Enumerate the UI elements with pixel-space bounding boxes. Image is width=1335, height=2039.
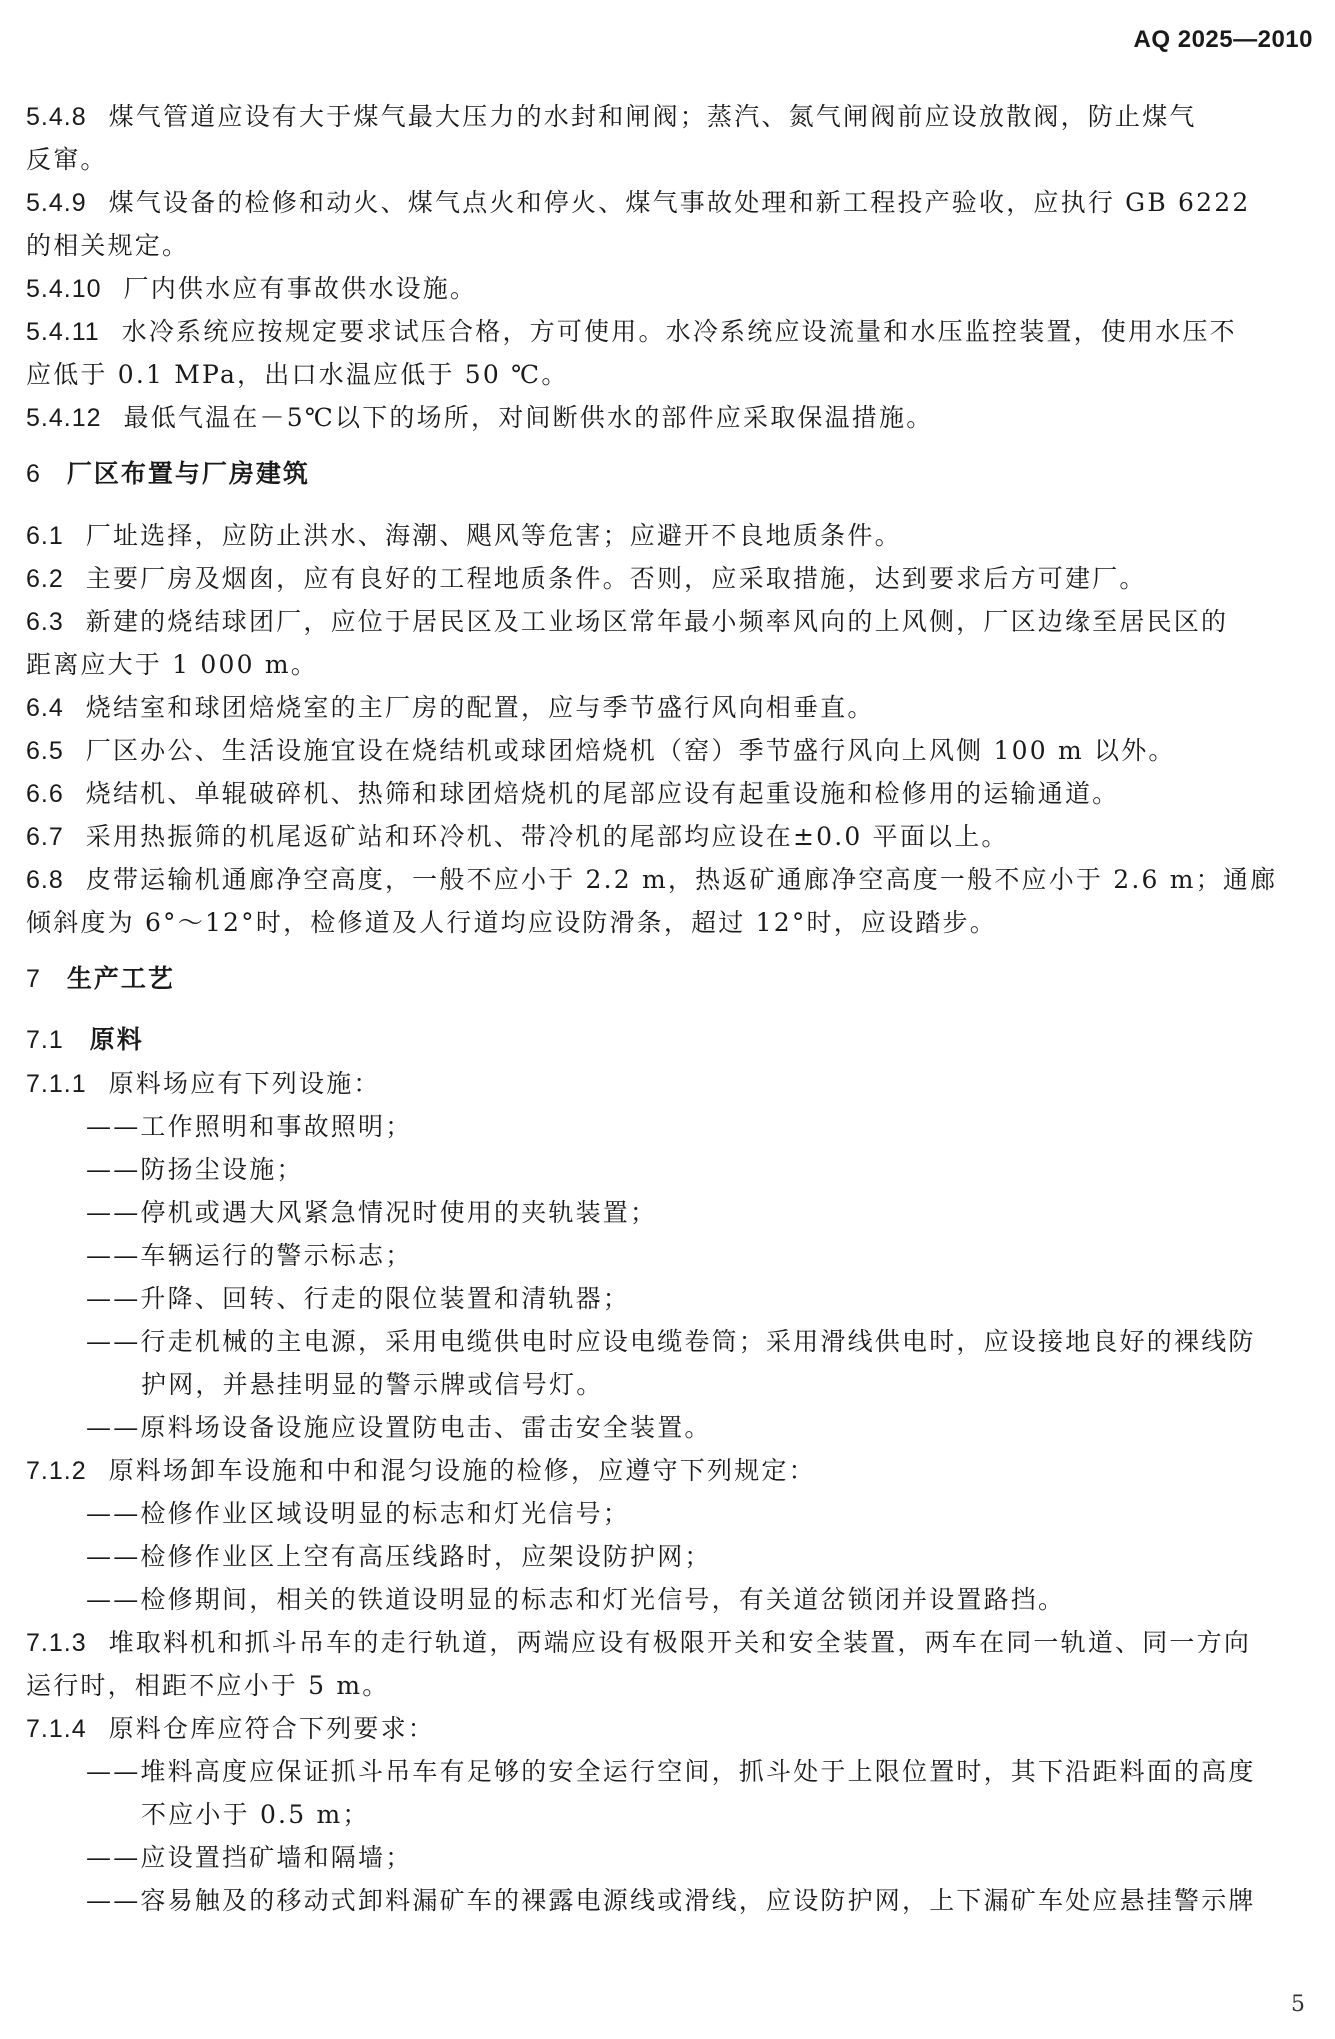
clause-text: 原料仓库应符合下列要求：: [108, 1714, 436, 1743]
list-item: ——行走机械的主电源，采用电缆供电时应设电缆卷筒；采用滑线供电时，应设接地良好的裸线防: [86, 1327, 1256, 1356]
clause-7-1-4: [26, 1707, 1312, 1750]
list-item: ——停机或遇大风紧急情况时使用的夹轨装置；: [86, 1198, 658, 1227]
clause-6-1: [26, 514, 1312, 557]
clause-text: 煤气设备的检修和动火、煤气点火和停火、煤气事故处理和新工程投产验收，应执行 GB 6222: [108, 188, 1251, 217]
section-title: 厂区布置与厂房建筑: [66, 460, 310, 488]
page-number: 5: [1291, 1992, 1305, 2017]
clause-text: 原料场卸车设施和中和混匀设施的检修，应遵守下列规定：: [108, 1456, 816, 1485]
clause-6-6: [26, 772, 1312, 815]
clause-5-4-9: [26, 181, 1312, 224]
clause-6-3: [26, 600, 1312, 643]
clause-7-1-2: [26, 1449, 1312, 1492]
clause-6-8: [26, 858, 1312, 901]
clause-6-4: [26, 686, 1312, 729]
clause-text: 采用热振筛的机尾返矿站和环冷机、带冷机的尾部均应设在±0.0 平面以上。: [85, 822, 1009, 851]
clause-7-1-3: [26, 1621, 1312, 1664]
list-item: ——车辆运行的警示标志；: [86, 1241, 413, 1270]
document-id-header: AQ 2025—2010: [1133, 26, 1313, 53]
clause-6-3-cont: 距离应大于 1 000 m。: [26, 650, 318, 679]
clause-number: 6.3: [26, 608, 64, 636]
clause-number: 5.4.11: [26, 318, 100, 346]
list-item-cont: 护网，并悬挂明显的警示牌或信号灯。: [141, 1370, 604, 1399]
clause-text: 烧结室和球团焙烧室的主厂房的配置，应与季节盛行风向相垂直。: [85, 693, 875, 722]
clause-number: 5.4.12: [26, 404, 102, 432]
list-item: ——检修作业区域设明显的标志和灯光信号；: [86, 1499, 631, 1528]
clause-6-8-cont: 倾斜度为 6°～12°时，检修道及人行道均应设防滑条，超过 12°时，应设踏步。: [26, 908, 997, 937]
clause-text: 主要厂房及烟囱，应有良好的工程地质条件。否则，应采取措施，达到要求后方可建厂。: [85, 564, 1147, 593]
clause-number: 6.1: [26, 522, 64, 550]
clause-number: 6.2: [26, 565, 64, 593]
clause-text: 原料场应有下列设施：: [108, 1069, 381, 1098]
clause-text: 煤气管道应设有大于煤气最大压力的水封和闸阀；蒸汽、氮气闸阀前应设放散阀，防止煤气: [108, 102, 1197, 131]
section-title: 生产工艺: [66, 965, 175, 993]
list-item-cont: 不应小于 0.5 m；: [141, 1800, 370, 1829]
clause-5-4-12: [26, 396, 1312, 439]
list-item: ——工作照明和事故照明；: [86, 1112, 413, 1141]
section-number: 6: [26, 460, 41, 488]
clause-number: 5.4.10: [26, 275, 102, 303]
clause-number: 6.8: [26, 866, 64, 894]
clause-text: 堆取料机和抓斗吊车的走行轨道，两端应设有极限开关和安全装置，两车在同一轨道、同一方向: [108, 1628, 1252, 1657]
clause-number: 6.6: [26, 780, 64, 808]
clause-5-4-8-cont: 反窜。: [26, 145, 108, 174]
clause-number: 7.1.4: [26, 1715, 87, 1743]
clause-number: 7.1.3: [26, 1629, 87, 1657]
clause-number: 6.7: [26, 823, 64, 851]
section-number: 7: [26, 965, 41, 993]
clause-5-4-9-cont: 的相关规定。: [26, 231, 190, 260]
clause-6-7: [26, 815, 1312, 858]
clause-5-4-11-cont: 应低于 0.1 MPa，出口水温应低于 50 ℃。: [26, 360, 569, 389]
clause-5-4-10: [26, 267, 1312, 310]
clause-text: 厂内供水应有事故供水设施。: [123, 274, 478, 303]
clause-number: 7.1.2: [26, 1457, 87, 1485]
clause-text: 水冷系统应按规定要求试压合格，方可使用。水冷系统应设流量和水压监控装置，使用水压不: [121, 317, 1237, 346]
clause-7-1-1: [26, 1062, 1312, 1105]
clause-text: 烧结机、单辊破碎机、热筛和球团焙烧机的尾部应设有起重设施和检修用的运输通道。: [85, 779, 1120, 808]
section-7-1-heading: [26, 1019, 1312, 1062]
clause-text: 最低气温在－5℃以下的场所，对间断供水的部件应采取保温措施。: [123, 403, 934, 432]
clause-number: 6.4: [26, 694, 64, 722]
clause-number: 5.4.9: [26, 189, 87, 217]
clause-6-5: [26, 729, 1312, 772]
clause-text: 皮带运输机通廊净空高度，一般不应小于 2.2 m，热返矿通廊净空高度一般不应小于 2.6 m；通廊: [85, 865, 1278, 894]
clause-number: 5.4.8: [26, 103, 87, 131]
list-item: ——检修期间，相关的铁道设明显的标志和灯光信号，有关道岔锁闭并设置路挡。: [86, 1585, 1066, 1614]
list-item: ——应设置挡矿墙和隔墙；: [86, 1843, 413, 1872]
clause-text: 新建的烧结球团厂，应位于居民区及工业场区常年最小频率风向的上风侧，厂区边缘至居民区的: [85, 607, 1229, 636]
list-item: ——原料场设备设施应设置防电击、雷击安全装置。: [86, 1413, 712, 1442]
clause-text: 厂址选择，应防止洪水、海潮、飓风等危害；应避开不良地质条件。: [85, 521, 902, 550]
clause-6-2: [26, 557, 1312, 600]
list-item: ——升降、回转、行走的限位装置和清轨器；: [86, 1284, 631, 1313]
section-6-heading: [26, 453, 1312, 496]
section-title: 原料: [89, 1026, 144, 1054]
section-7-heading: [26, 958, 1312, 1001]
list-item: ——检修作业区上空有高压线路时，应架设防护网；: [86, 1542, 712, 1571]
clause-5-4-8: [26, 95, 1312, 138]
clause-5-4-11: [26, 310, 1312, 353]
clause-number: 7.1.1: [26, 1070, 87, 1098]
section-number: 7.1: [26, 1026, 64, 1054]
clause-number: 6.5: [26, 737, 64, 765]
document-body: [26, 95, 1312, 1922]
list-item: ——堆料高度应保证抓斗吊车有足够的安全运行空间，抓斗处于上限位置时，其下沿距料面的高度: [86, 1757, 1256, 1786]
clause-text: 厂区办公、生活设施宜设在烧结机或球团焙烧机（窑）季节盛行风向上风侧 100 m 以外。: [85, 736, 1176, 765]
list-item: ——防扬尘设施；: [86, 1155, 304, 1184]
list-item: ——容易触及的移动式卸料漏矿车的裸露电源线或滑线，应设防护网，上下漏矿车处应悬挂警示牌: [86, 1886, 1256, 1915]
clause-7-1-3-cont: 运行时，相距不应小于 5 m。: [26, 1671, 390, 1700]
